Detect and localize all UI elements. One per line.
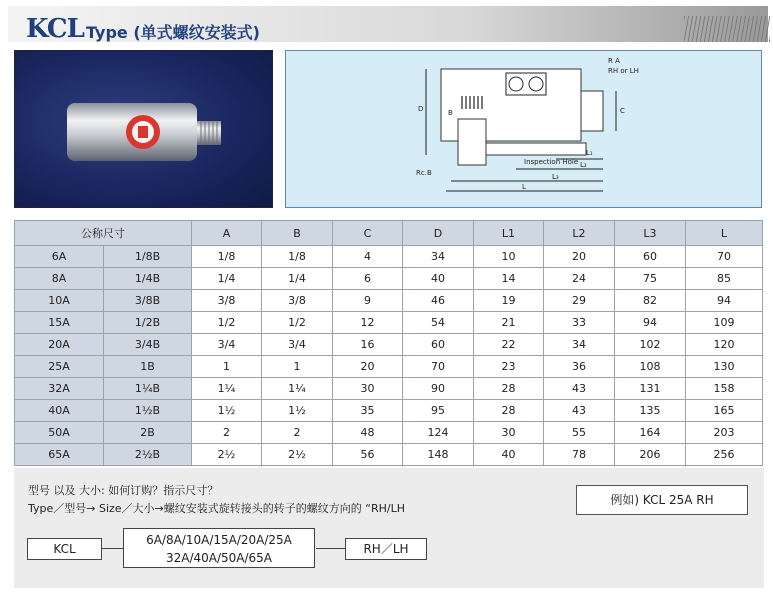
table-cell: 40A [15,400,104,422]
table-cell: 20 [333,356,403,378]
connector-line [101,548,123,549]
table-cell: 95 [403,400,474,422]
table-cell: 43 [544,378,615,400]
table-cell: 124 [403,422,474,444]
table-cell: 102 [615,334,686,356]
table-cell: 10 [474,246,544,268]
table-row [15,378,763,400]
header-l3: L3 [615,221,686,246]
table-cell: 34 [544,334,615,356]
table-cell: 85 [686,268,763,290]
table-cell: 1B [104,356,192,378]
table-cell: 14 [474,268,544,290]
table-cell: 2 [262,422,333,444]
table-row [15,246,763,268]
technical-drawing [285,50,762,208]
label-d: D [418,105,424,113]
table-cell: 90 [403,378,474,400]
label-l1: L₁ [586,149,593,157]
label-inspection: Inspection Hole [524,158,579,166]
spec-table [14,220,763,466]
table-cell: 206 [615,444,686,466]
table-cell: 120 [686,334,763,356]
table-cell: 60 [615,246,686,268]
table-row [15,290,763,312]
table-cell: 25A [15,356,104,378]
table-cell: 22 [474,334,544,356]
table-cell: 1/4 [192,268,262,290]
header-d: D [403,221,474,246]
table-cell: 23 [474,356,544,378]
table-cell: 2 [192,422,262,444]
table-cell: 33 [544,312,615,334]
table-cell: 1¼B [104,378,192,400]
table-header-row [15,221,763,246]
table-cell: 1¼ [262,378,333,400]
table-cell: 108 [615,356,686,378]
table-row [15,268,763,290]
table-cell: 15A [15,312,104,334]
table-cell: 70 [686,246,763,268]
direction-box: RH／LH [345,538,427,560]
table-cell: 12 [333,312,403,334]
table-cell: 2½ [192,444,262,466]
title-bar [8,6,768,42]
table-cell: 6A [15,246,104,268]
type-box: KCL [27,538,102,560]
table-row [15,422,763,444]
table-cell: 78 [544,444,615,466]
brand-title: KCL [26,14,84,44]
label-c: C [620,107,625,115]
table-cell: 20 [544,246,615,268]
table-row [15,334,763,356]
size-box [123,528,315,568]
table-cell: 54 [403,312,474,334]
label-l: L [522,183,526,191]
table-cell: 130 [686,356,763,378]
table-cell: 135 [615,400,686,422]
table-cell: 55 [544,422,615,444]
table-cell: 2B [104,422,192,444]
table-row [15,312,763,334]
header-b: B [262,221,333,246]
header-l: L [686,221,763,246]
table-cell: 3/4 [192,334,262,356]
size-line-2: 32A/40A/50A/65A [165,551,273,565]
table-cell: 28 [474,378,544,400]
table-cell: 16 [333,334,403,356]
size-line-1: 6A/8A/10A/15A/20A/25A [146,533,292,547]
table-cell: 4 [333,246,403,268]
table-cell: 148 [403,444,474,466]
table-cell: 35 [333,400,403,422]
table-cell: 34 [403,246,474,268]
product-photo [14,50,273,208]
type-title: Type (单式螺纹安装式) [86,23,260,42]
table-cell: 131 [615,378,686,400]
label-rcb: Rc.B [416,169,432,177]
table-cell: 82 [615,290,686,312]
table-cell: 3/4B [104,334,192,356]
table-cell: 30 [474,422,544,444]
table-cell: 50A [15,422,104,444]
table-cell: 1½ [262,400,333,422]
header-l1: L1 [474,221,544,246]
table-cell: 28 [474,400,544,422]
table-row [15,356,763,378]
table-cell: 24 [544,268,615,290]
table-cell: 1 [262,356,333,378]
table-cell: 29 [544,290,615,312]
table-row [15,444,763,466]
table-cell: 1/8 [192,246,262,268]
table-cell: 19 [474,290,544,312]
table-cell: 75 [615,268,686,290]
table-cell: 20A [15,334,104,356]
table-cell: 9 [333,290,403,312]
table-cell: 65A [15,444,104,466]
table-cell: 1/4 [262,268,333,290]
table-cell: 1/2 [262,312,333,334]
table-cell: 70 [403,356,474,378]
table-cell: 30 [333,378,403,400]
table-cell: 203 [686,422,763,444]
table-cell: 40 [474,444,544,466]
ordering-question: 型号 以及 大小: 如何订购？指示尺寸？ [28,484,219,497]
label-l3: L₃ [552,173,559,181]
label-ra: R A [608,57,620,65]
table-cell: 3/8B [104,290,192,312]
decorative-stripes [684,16,770,42]
table-cell: 94 [686,290,763,312]
table-cell: 1/2 [192,312,262,334]
table-cell: 158 [686,378,763,400]
table-cell: 48 [333,422,403,444]
table-cell: 56 [333,444,403,466]
table-cell: 164 [615,422,686,444]
table-cell: 1½ [192,400,262,422]
header-l2: L2 [544,221,615,246]
table-cell: 256 [686,444,763,466]
table-cell: 46 [403,290,474,312]
table-cell: 3/8 [192,290,262,312]
example-box: 例如) KCL 25A RH [576,485,748,515]
table-cell: 1/4B [104,268,192,290]
table-cell: 1/8B [104,246,192,268]
table-cell: 1½B [104,400,192,422]
table-cell: 10A [15,290,104,312]
table-cell: 43 [544,400,615,422]
table-cell: 60 [403,334,474,356]
label-l2: L₂ [580,161,587,169]
table-cell: 1 [192,356,262,378]
table-cell: 3/4 [262,334,333,356]
table-cell: 1¼ [192,378,262,400]
table-cell: 165 [686,400,763,422]
label-b: B [448,109,453,117]
table-cell: 21 [474,312,544,334]
ordering-instruction: Type／型号→ Size／大小→螺纹安装式旋转接头的转子的螺纹方向的 “RH/LH [28,502,405,515]
header-a: A [192,221,262,246]
table-cell: 40 [403,268,474,290]
table-cell: 2½B [104,444,192,466]
table-cell: 109 [686,312,763,334]
header-c: C [333,221,403,246]
table-cell: 36 [544,356,615,378]
table-cell: 2½ [262,444,333,466]
table-cell: 8A [15,268,104,290]
connector-line [316,548,345,549]
table-row [15,400,763,422]
table-cell: 32A [15,378,104,400]
table-cell: 1/2B [104,312,192,334]
table-cell: 1/8 [262,246,333,268]
table-cell: 6 [333,268,403,290]
table-cell: 94 [615,312,686,334]
header-nominal-size: 公称尺寸 [15,221,192,246]
label-rh-lh: RH or LH [608,67,639,75]
table-cell: 3/8 [262,290,333,312]
